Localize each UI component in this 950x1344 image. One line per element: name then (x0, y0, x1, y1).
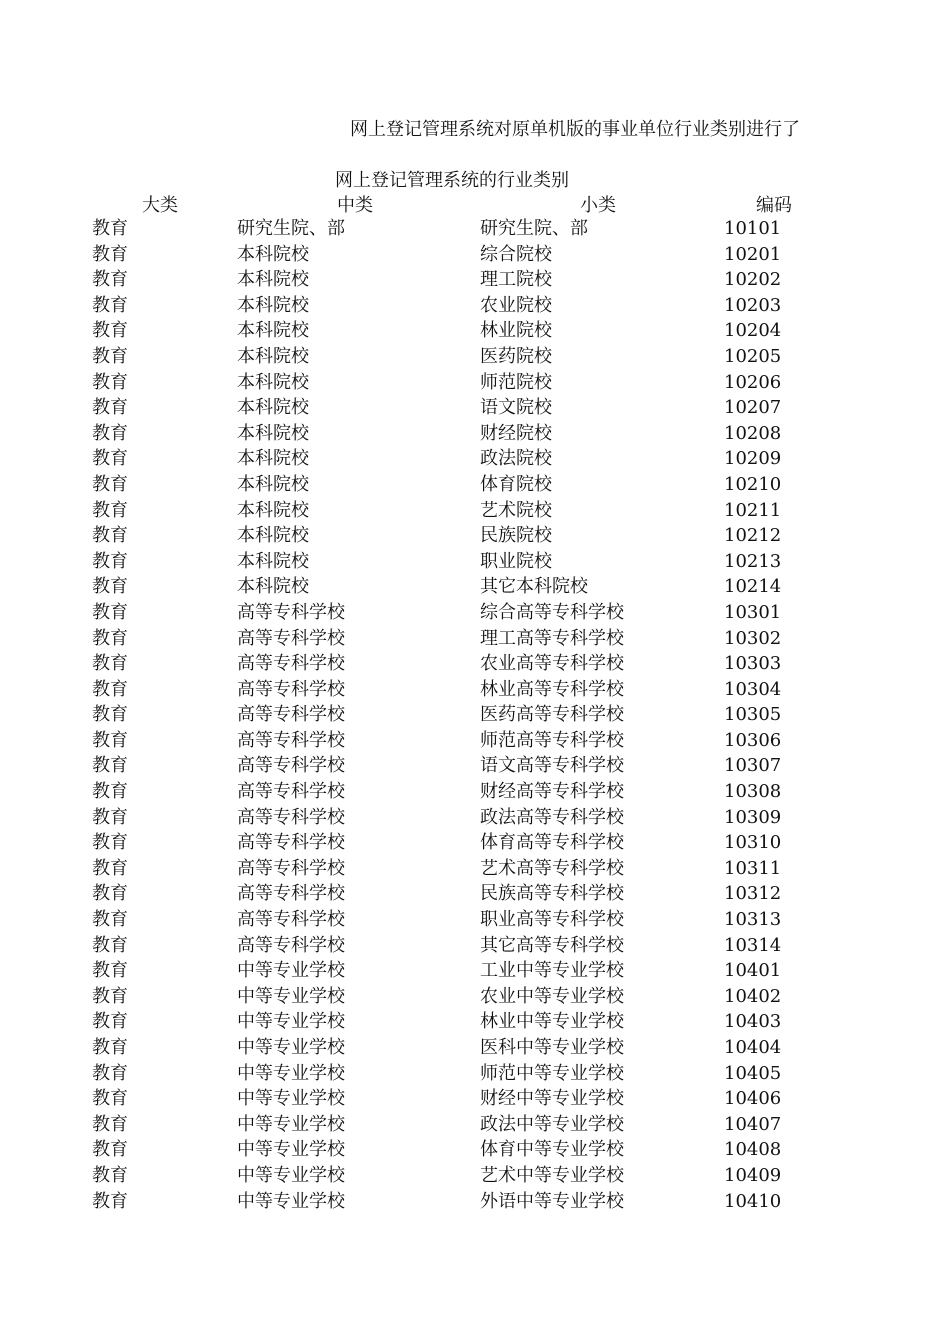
cell-code: 10409 (724, 1164, 782, 1186)
cell-minor: 政法高等专科学校 (480, 806, 624, 828)
cell-middle: 高等专科学校 (237, 909, 345, 931)
cell-middle: 本科院校 (237, 269, 309, 291)
cell-minor: 民族院校 (480, 525, 552, 547)
cell-code: 10211 (724, 499, 782, 521)
cell-major: 教育 (92, 448, 128, 470)
cell-code: 10405 (724, 1062, 782, 1084)
cell-middle: 本科院校 (237, 422, 309, 444)
table-row (0, 907, 950, 933)
cell-middle: 中等专业学校 (237, 1139, 345, 1161)
cell-major: 教育 (92, 525, 128, 547)
cell-code: 10404 (724, 1037, 782, 1058)
table-row (0, 958, 950, 984)
cell-minor: 体育中等专业学校 (480, 1139, 624, 1161)
cell-middle: 高等专科学校 (237, 934, 345, 956)
cell-code: 10313 (724, 909, 782, 931)
cell-code: 10303 (724, 653, 782, 675)
cell-middle: 本科院校 (237, 320, 309, 342)
cell-minor: 财经中等专业学校 (480, 1088, 624, 1110)
cell-major: 教育 (92, 345, 128, 367)
cell-minor: 艺术高等专科学校 (480, 857, 624, 879)
cell-minor: 综合高等专科学校 (480, 601, 624, 623)
cell-middle: 中等专业学校 (237, 1088, 345, 1110)
cell-code: 10209 (724, 448, 782, 470)
cell-code: 10203 (724, 294, 782, 316)
cell-middle: 中等专业学校 (237, 1011, 345, 1033)
cell-code: 10208 (724, 422, 782, 444)
cell-major: 教育 (92, 1190, 128, 1212)
cell-major: 教育 (92, 1011, 128, 1033)
header-minor: 小类 (580, 195, 616, 216)
cell-minor: 林业院校 (480, 320, 552, 342)
cell-major: 教育 (92, 653, 128, 675)
table-row (0, 549, 950, 575)
table-row (0, 753, 950, 779)
cell-minor: 师范中等专业学校 (480, 1062, 624, 1084)
cell-major: 教育 (92, 704, 128, 726)
cell-code: 10207 (724, 397, 782, 419)
cell-middle: 高等专科学校 (237, 883, 345, 905)
cell-minor: 农业中等专业学校 (480, 985, 624, 1007)
cell-major: 教育 (92, 499, 128, 521)
cell-major: 教育 (92, 627, 128, 649)
table-row (0, 626, 950, 652)
table-row (0, 805, 950, 831)
cell-middle: 中等专业学校 (237, 1164, 345, 1186)
table-row (0, 600, 950, 626)
cell-middle: 高等专科学校 (237, 806, 345, 828)
cell-middle: 本科院校 (237, 525, 309, 547)
cell-major: 教育 (92, 601, 128, 623)
cell-major: 教育 (92, 909, 128, 931)
table-row (0, 779, 950, 805)
cell-middle: 高等专科学校 (237, 678, 345, 700)
cell-major: 教育 (92, 320, 128, 342)
table-header (0, 191, 950, 215)
cell-major: 教育 (92, 934, 128, 956)
table-row (0, 1137, 950, 1163)
cell-minor: 理工院校 (480, 269, 552, 291)
table-row (0, 216, 950, 242)
cell-major: 教育 (92, 1037, 128, 1058)
table-body (0, 216, 950, 1214)
cell-middle: 本科院校 (237, 294, 309, 316)
cell-code: 10403 (724, 1011, 782, 1033)
cell-major: 教育 (92, 397, 128, 419)
cell-major: 教育 (92, 473, 128, 495)
cell-major: 教育 (92, 422, 128, 444)
cell-middle: 中等专业学校 (237, 1113, 345, 1135)
cell-code: 10305 (724, 704, 782, 726)
cell-minor: 语文院校 (480, 397, 552, 419)
cell-minor: 师范院校 (480, 371, 552, 393)
header-code: 编码 (756, 195, 792, 216)
cell-major: 教育 (92, 1113, 128, 1135)
cell-minor: 体育院校 (480, 473, 552, 495)
cell-middle: 研究生院、部 (237, 218, 345, 239)
cell-middle: 本科院校 (237, 576, 309, 598)
table-row (0, 318, 950, 344)
cell-major: 教育 (92, 550, 128, 572)
cell-code: 10204 (724, 320, 782, 342)
cell-minor: 林业中等专业学校 (480, 1011, 624, 1033)
table-row (0, 881, 950, 907)
cell-minor: 艺术院校 (480, 499, 552, 521)
cell-major: 教育 (92, 832, 128, 854)
cell-code: 10408 (724, 1139, 782, 1161)
cell-major: 教育 (92, 806, 128, 828)
table-row (0, 446, 950, 472)
cell-minor: 语文高等专科学校 (480, 755, 624, 777)
table-row (0, 1189, 950, 1215)
cell-middle: 高等专科学校 (237, 653, 345, 675)
table-row (0, 830, 950, 856)
cell-minor: 民族高等专科学校 (480, 883, 624, 905)
cell-code: 10314 (724, 934, 782, 956)
cell-middle: 中等专业学校 (237, 1037, 345, 1058)
cell-code: 10309 (724, 806, 782, 828)
cell-middle: 本科院校 (237, 499, 309, 521)
cell-minor: 体育高等专科学校 (480, 832, 624, 854)
table-row (0, 933, 950, 959)
table-row (0, 1163, 950, 1189)
cell-minor: 财经院校 (480, 422, 552, 444)
cell-major: 教育 (92, 576, 128, 598)
cell-minor: 其它本科院校 (480, 576, 588, 598)
cell-major: 教育 (92, 1088, 128, 1110)
table-row (0, 677, 950, 703)
cell-code: 10401 (724, 960, 782, 982)
table-row (0, 1061, 950, 1087)
cell-minor: 职业高等专科学校 (480, 909, 624, 931)
cell-middle: 本科院校 (237, 243, 309, 265)
cell-major: 教育 (92, 1164, 128, 1186)
cell-major: 教育 (92, 243, 128, 265)
cell-minor: 医药院校 (480, 345, 552, 367)
cell-middle: 本科院校 (237, 473, 309, 495)
cell-middle: 高等专科学校 (237, 832, 345, 854)
cell-code: 10302 (724, 627, 782, 649)
cell-minor: 政法中等专业学校 (480, 1113, 624, 1135)
cell-major: 教育 (92, 985, 128, 1007)
table-row (0, 1086, 950, 1112)
table-row (0, 267, 950, 293)
cell-minor: 医科中等专业学校 (480, 1037, 624, 1058)
table-row (0, 574, 950, 600)
cell-middle: 高等专科学校 (237, 601, 345, 623)
cell-minor: 综合院校 (480, 243, 552, 265)
table-row (0, 728, 950, 754)
cell-middle: 中等专业学校 (237, 960, 345, 982)
cell-major: 教育 (92, 371, 128, 393)
cell-middle: 高等专科学校 (237, 755, 345, 777)
cell-middle: 本科院校 (237, 448, 309, 470)
cell-minor: 医药高等专科学校 (480, 704, 624, 726)
cell-middle: 本科院校 (237, 371, 309, 393)
table-row (0, 1112, 950, 1138)
table-row (0, 293, 950, 319)
table-row (0, 702, 950, 728)
cell-minor: 职业院校 (480, 550, 552, 572)
cell-minor: 师范高等专科学校 (480, 729, 624, 751)
cell-major: 教育 (92, 755, 128, 777)
cell-minor: 政法院校 (480, 448, 552, 470)
table-row (0, 1009, 950, 1035)
table-row (0, 1035, 950, 1061)
table-row (0, 651, 950, 677)
cell-minor: 研究生院、部 (480, 218, 588, 239)
cell-major: 教育 (92, 269, 128, 291)
cell-major: 教育 (92, 678, 128, 700)
header-middle: 中类 (337, 195, 373, 216)
cell-middle: 本科院校 (237, 345, 309, 367)
table-row (0, 242, 950, 268)
cell-code: 10206 (724, 371, 782, 393)
cell-minor: 农业院校 (480, 294, 552, 316)
cell-major: 教育 (92, 218, 128, 239)
cell-code: 10101 (724, 218, 782, 239)
cell-major: 教育 (92, 1139, 128, 1161)
cell-minor: 理工高等专科学校 (480, 627, 624, 649)
intro-text: 网上登记管理系统对原单机版的事业单位行业类别进行了 (350, 119, 800, 140)
cell-code: 10301 (724, 601, 782, 623)
cell-middle: 高等专科学校 (237, 704, 345, 726)
cell-major: 教育 (92, 781, 128, 803)
cell-code: 10205 (724, 345, 782, 367)
table-row (0, 523, 950, 549)
header-major: 大类 (142, 195, 178, 216)
cell-major: 教育 (92, 883, 128, 905)
cell-major: 教育 (92, 1062, 128, 1084)
cell-middle: 本科院校 (237, 550, 309, 572)
cell-minor: 农业高等专科学校 (480, 653, 624, 675)
table-row (0, 421, 950, 447)
cell-code: 10307 (724, 755, 782, 777)
table-row (0, 395, 950, 421)
cell-code: 10214 (724, 576, 782, 598)
cell-code: 10210 (724, 473, 782, 495)
cell-code: 10304 (724, 678, 782, 700)
table-title: 网上登记管理系统的行业类别 (335, 170, 569, 191)
table-row (0, 344, 950, 370)
cell-major: 教育 (92, 857, 128, 879)
cell-code: 10402 (724, 985, 782, 1007)
cell-code: 10312 (724, 883, 782, 905)
cell-middle: 中等专业学校 (237, 1062, 345, 1084)
table-row (0, 370, 950, 396)
cell-middle: 高等专科学校 (237, 857, 345, 879)
cell-major: 教育 (92, 294, 128, 316)
cell-code: 10201 (724, 243, 782, 265)
cell-code: 10407 (724, 1113, 782, 1135)
cell-code: 10306 (724, 729, 782, 751)
cell-code: 10310 (724, 832, 782, 854)
table-row (0, 856, 950, 882)
table-row (0, 472, 950, 498)
cell-code: 10202 (724, 269, 782, 291)
cell-minor: 其它高等专科学校 (480, 934, 624, 956)
cell-code: 10410 (724, 1190, 782, 1212)
cell-middle: 高等专科学校 (237, 781, 345, 803)
cell-minor: 艺术中等专业学校 (480, 1164, 624, 1186)
table-row (0, 984, 950, 1010)
cell-middle: 高等专科学校 (237, 729, 345, 751)
cell-minor: 财经高等专科学校 (480, 781, 624, 803)
cell-middle: 高等专科学校 (237, 627, 345, 649)
cell-minor: 工业中等专业学校 (480, 960, 624, 982)
cell-middle: 中等专业学校 (237, 985, 345, 1007)
cell-major: 教育 (92, 960, 128, 982)
cell-code: 10406 (724, 1088, 782, 1110)
cell-middle: 本科院校 (237, 397, 309, 419)
table-row (0, 498, 950, 524)
cell-middle: 中等专业学校 (237, 1190, 345, 1212)
cell-code: 10213 (724, 550, 782, 572)
cell-code: 10308 (724, 781, 782, 803)
cell-code: 10311 (724, 857, 782, 879)
cell-minor: 林业高等专科学校 (480, 678, 624, 700)
cell-minor: 外语中等专业学校 (480, 1190, 624, 1212)
cell-major: 教育 (92, 729, 128, 751)
cell-code: 10212 (724, 525, 782, 547)
